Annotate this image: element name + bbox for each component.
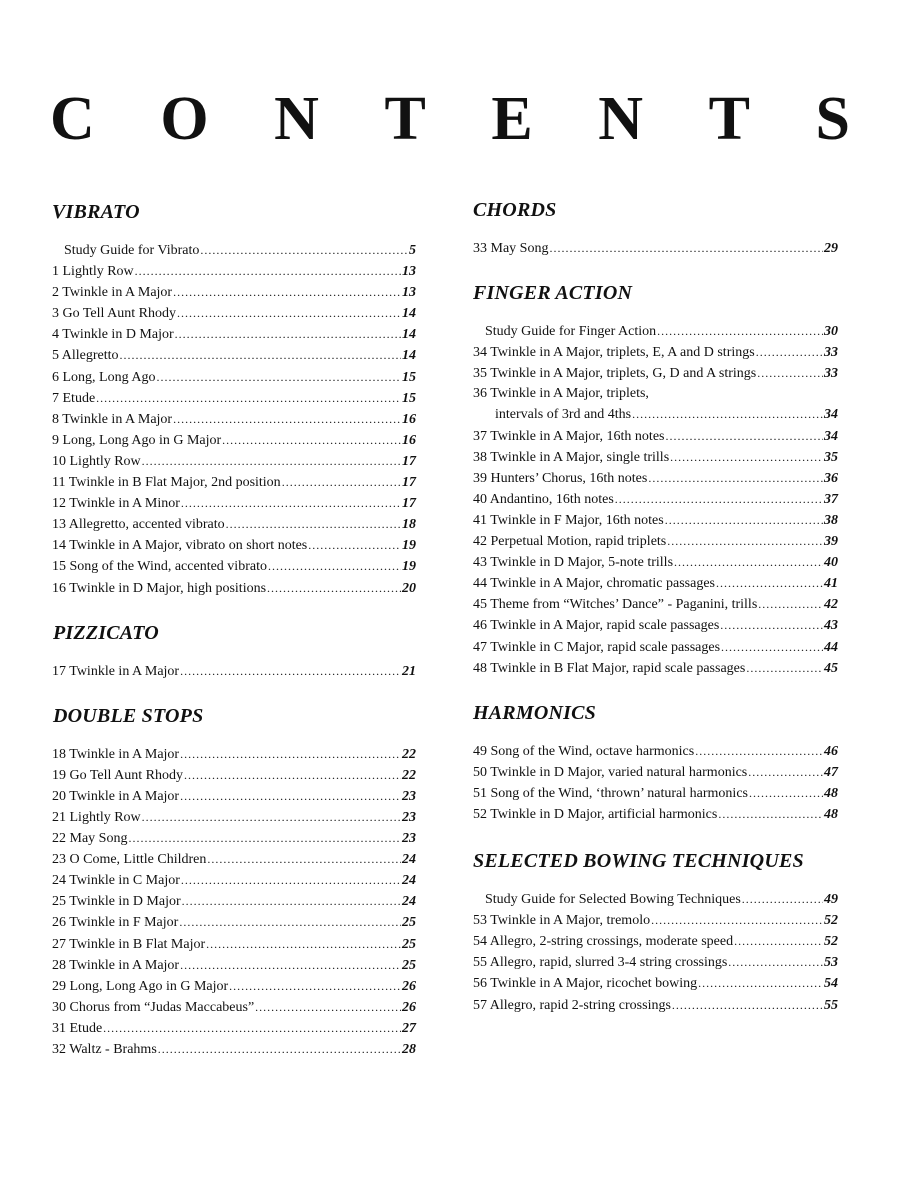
toc-entry xyxy=(52,430,416,451)
dot-leader xyxy=(103,1018,401,1038)
entry-list xyxy=(473,741,838,825)
entry-page-number: 33 xyxy=(824,366,838,382)
toc-entry xyxy=(52,367,416,388)
toc-entry xyxy=(473,552,838,573)
toc-entry xyxy=(52,976,416,997)
toc-entry xyxy=(473,573,838,594)
entry-page-number: 15 xyxy=(402,390,416,406)
entry-page-number: 29 xyxy=(824,241,838,256)
toc-entry xyxy=(52,451,416,472)
entry-page-number: 16 xyxy=(402,411,416,427)
entry-title: Study Guide for Finger Action xyxy=(485,324,657,340)
entry-title: 23 O Come, Little Children xyxy=(52,852,207,868)
dot-leader xyxy=(180,661,401,681)
toc-entry xyxy=(473,931,838,952)
dot-leader xyxy=(268,556,401,576)
entry-list xyxy=(473,238,838,259)
section-chords xyxy=(473,198,838,259)
entry-title: 8 Twinkle in A Major xyxy=(52,411,173,427)
entry-page-number: 26 xyxy=(402,978,416,994)
dot-leader xyxy=(648,468,823,488)
entry-title: 44 Twinkle in A Major, chromatic passages xyxy=(473,576,715,592)
entry-page-number: 37 xyxy=(824,491,838,507)
toc-entry xyxy=(473,342,838,363)
entry-page-number: 16 xyxy=(402,432,416,448)
entry-page-number: 54 xyxy=(824,976,838,992)
entry-page-number: 36 xyxy=(824,470,838,486)
entry-title: 30 Chorus from “Judas Maccabeus” xyxy=(52,999,255,1015)
dot-leader xyxy=(226,514,401,534)
dot-leader xyxy=(695,741,823,761)
entry-title: 39 Hunters’ Chorus, 16th notes xyxy=(473,470,648,486)
entry-page-number: 23 xyxy=(402,809,416,825)
section-heading: DOUBLE STOPS xyxy=(53,704,204,727)
dot-leader xyxy=(746,658,823,678)
entry-page-number: 19 xyxy=(402,559,416,575)
entry-page-number: 44 xyxy=(824,639,838,655)
dot-leader xyxy=(180,786,401,806)
toc-entry xyxy=(52,807,416,828)
entry-page-number: 34 xyxy=(824,428,838,444)
toc-entry xyxy=(52,786,416,807)
entry-title: 9 Long, Long Ago in G Major xyxy=(52,432,222,448)
entry-page-number: 15 xyxy=(402,369,416,385)
toc-entry xyxy=(52,535,416,556)
toc-entry xyxy=(473,531,838,552)
dot-leader xyxy=(222,430,401,450)
dot-leader xyxy=(667,531,823,551)
entry-title: 2 Twinkle in A Major xyxy=(52,285,173,301)
toc-entry xyxy=(473,447,838,468)
toc-entry xyxy=(52,828,416,849)
dot-leader xyxy=(716,573,823,593)
entry-page-number: 48 xyxy=(824,785,838,801)
entry-page-number: 13 xyxy=(402,264,416,280)
entry-title: 52 Twinkle in D Major, artificial harmonics xyxy=(473,806,718,822)
section-heading: SELECTED BOWING TECHNIQUES xyxy=(473,850,804,873)
title-letter: N xyxy=(274,85,319,153)
entry-page-number: 52 xyxy=(824,913,838,929)
dot-leader xyxy=(177,303,401,323)
toc-entry xyxy=(473,363,838,384)
dot-leader xyxy=(173,282,401,302)
toc-entry xyxy=(473,973,838,994)
entry-page-number: 24 xyxy=(402,894,416,910)
dot-leader xyxy=(180,744,401,764)
toc-entry xyxy=(52,240,416,261)
dot-leader xyxy=(757,363,823,383)
dot-leader xyxy=(657,321,823,341)
title-letter: T xyxy=(708,85,750,153)
entry-page-number: 18 xyxy=(402,517,416,533)
title-letter: O xyxy=(160,85,209,153)
entry-page-number: 25 xyxy=(402,957,416,973)
section-heading: PIZZICATO xyxy=(53,621,159,644)
entry-title: 4 Twinkle in D Major xyxy=(52,327,174,343)
toc-entry xyxy=(52,388,416,409)
entry-page-number: 22 xyxy=(402,746,416,762)
dot-leader xyxy=(120,345,402,365)
entry-page-number: 27 xyxy=(402,1020,416,1036)
entry-page-number: 14 xyxy=(402,327,416,343)
toc-entry xyxy=(52,870,416,891)
title-letter: T xyxy=(384,85,426,153)
dot-leader xyxy=(665,426,823,446)
toc-entry xyxy=(52,997,416,1018)
title-letter: N xyxy=(598,85,644,153)
entry-title: 3 Go Tell Aunt Rhody xyxy=(52,306,176,322)
entry-title: 31 Etude xyxy=(52,1020,103,1036)
toc-entry xyxy=(52,345,416,366)
entry-title: 29 Long, Long Ago in G Major xyxy=(52,978,229,994)
dot-leader xyxy=(181,493,401,513)
toc-entry xyxy=(473,910,838,931)
entry-list xyxy=(473,889,838,1016)
entry-page-number: 30 xyxy=(824,324,838,340)
entry-title: 36 Twinkle in A Major, triplets, xyxy=(473,386,649,402)
section-bowing-techniques xyxy=(473,849,838,1016)
entry-page-number: 20 xyxy=(402,580,416,596)
title-letter: E xyxy=(491,85,533,153)
dot-leader xyxy=(282,472,401,492)
entry-page-number: 17 xyxy=(402,475,416,491)
toc-entry xyxy=(473,995,838,1016)
dot-leader xyxy=(549,238,823,258)
dot-leader xyxy=(632,404,823,424)
section-finger-action xyxy=(473,281,838,679)
dot-leader xyxy=(665,510,823,530)
dot-leader xyxy=(156,367,401,387)
toc-entry xyxy=(473,510,838,531)
entry-title: 13 Allegretto, accented vibrato xyxy=(52,517,225,533)
toc-entry xyxy=(52,493,416,514)
dot-leader xyxy=(651,910,823,930)
toc-entry xyxy=(473,615,838,636)
dot-leader xyxy=(179,912,401,932)
entry-title: 7 Etude xyxy=(52,390,96,406)
dot-leader xyxy=(96,388,401,408)
dot-leader xyxy=(728,952,823,972)
title-letter: S xyxy=(815,85,850,153)
entry-page-number: 22 xyxy=(402,767,416,783)
toc-entry xyxy=(52,891,416,912)
toc-entry xyxy=(473,804,838,825)
entry-page-number: 23 xyxy=(402,788,416,804)
entry-page-number: 19 xyxy=(402,538,416,554)
toc-entry xyxy=(52,261,416,282)
entry-title: Study Guide for Vibrato xyxy=(64,243,200,258)
section-double-stops xyxy=(52,704,416,1060)
entry-title: 33 May Song xyxy=(473,241,549,256)
entry-page-number: 21 xyxy=(402,663,416,679)
entry-title: 6 Long, Long Ago xyxy=(52,369,156,385)
section-pizzicato xyxy=(52,621,416,682)
entry-page-number: 13 xyxy=(402,285,416,301)
dot-leader xyxy=(175,324,401,344)
toc-entry xyxy=(473,238,838,259)
entry-title: 1 Lightly Row xyxy=(52,264,134,280)
entry-title: 16 Twinkle in D Major, high positions xyxy=(52,580,267,596)
entry-page-number: 45 xyxy=(824,660,838,676)
entry-page-number: 24 xyxy=(402,873,416,889)
entry-page-number: 47 xyxy=(824,764,838,780)
dot-leader xyxy=(749,783,823,803)
toc-entry xyxy=(473,889,838,910)
toc-entry xyxy=(52,472,416,493)
entry-page-number: 5 xyxy=(409,243,416,258)
toc-entry xyxy=(473,952,838,973)
entry-page-number: 55 xyxy=(824,997,838,1013)
dot-leader xyxy=(698,973,823,993)
dot-leader xyxy=(756,342,823,362)
section-heading: FINGER ACTION xyxy=(473,282,633,305)
dot-leader xyxy=(180,955,401,975)
toc-entry xyxy=(52,1039,416,1060)
section-heading: VIBRATO xyxy=(52,201,140,223)
entry-list xyxy=(52,661,416,682)
toc-entry xyxy=(52,514,416,535)
entry-title: 43 Twinkle in D Major, 5-note trills xyxy=(473,555,674,571)
dot-leader xyxy=(758,594,823,614)
entry-title: 57 Allegro, rapid 2-string crossings xyxy=(473,997,671,1013)
entry-title: 14 Twinkle in A Major, vibrato on short notes xyxy=(52,538,308,554)
entry-page-number: 25 xyxy=(402,915,416,931)
dot-leader xyxy=(207,849,401,869)
entry-title: 11 Twinkle in B Flat Major, 2nd position xyxy=(52,475,281,491)
entry-page-number: 33 xyxy=(824,345,838,361)
entry-page-number: 17 xyxy=(402,496,416,512)
entry-title: intervals of 3rd and 4ths xyxy=(495,407,632,423)
dot-leader xyxy=(229,976,401,996)
toc-entry xyxy=(473,468,838,489)
dot-leader xyxy=(721,637,823,657)
dot-leader xyxy=(670,447,823,467)
left-column xyxy=(52,200,416,1060)
toc-entry xyxy=(52,744,416,765)
entry-page-number: 25 xyxy=(402,936,416,952)
toc-entry xyxy=(52,282,416,303)
entry-title: 42 Perpetual Motion, rapid triplets xyxy=(473,534,667,550)
toc-entry xyxy=(52,934,416,955)
entry-title: 38 Twinkle in A Major, single trills xyxy=(473,449,670,465)
entry-title: 24 Twinkle in C Major xyxy=(52,873,180,889)
toc-entry xyxy=(52,578,416,599)
entry-title: 48 Twinkle in B Flat Major, rapid scale passages xyxy=(473,660,746,676)
dot-leader xyxy=(182,891,401,911)
toc-entry xyxy=(473,762,838,783)
section-heading: CHORDS xyxy=(473,199,557,221)
toc-entry xyxy=(473,489,838,510)
dot-leader xyxy=(720,615,823,635)
entry-page-number: 42 xyxy=(824,597,838,613)
toc-entry xyxy=(52,765,416,786)
entry-title: 53 Twinkle in A Major, tremolo xyxy=(473,913,651,929)
dot-leader xyxy=(718,804,823,824)
toc-entry xyxy=(52,556,416,577)
entry-page-number: 14 xyxy=(402,348,416,364)
dot-leader xyxy=(742,889,823,909)
entry-list xyxy=(52,744,416,1060)
entry-title: 51 Song of the Wind, ‘thrown’ natural harmonics xyxy=(473,785,748,801)
entry-title: 41 Twinkle in F Major, 16th notes xyxy=(473,512,664,528)
entry-list xyxy=(52,240,416,599)
entry-page-number: 28 xyxy=(402,1042,416,1057)
dot-leader xyxy=(255,997,401,1017)
dot-leader xyxy=(135,261,401,281)
dot-leader xyxy=(128,828,401,848)
dot-leader xyxy=(184,765,401,785)
toc-entry xyxy=(473,321,838,342)
entry-page-number: 52 xyxy=(824,934,838,950)
toc-entry xyxy=(473,637,838,658)
entry-title: 37 Twinkle in A Major, 16th notes xyxy=(473,428,665,444)
entry-title: 22 May Song xyxy=(52,831,128,847)
entry-title: 35 Twinkle in A Major, triplets, G, D and A strings xyxy=(473,366,757,382)
dot-leader xyxy=(308,535,401,555)
dot-leader xyxy=(158,1039,401,1059)
dot-leader xyxy=(748,762,823,782)
entry-title: 18 Twinkle in A Major xyxy=(52,746,180,762)
entry-list xyxy=(473,321,838,679)
entry-title: 20 Twinkle in A Major xyxy=(52,788,180,804)
entry-title: 46 Twinkle in A Major, rapid scale passages xyxy=(473,618,720,634)
entry-title: 12 Twinkle in A Minor xyxy=(52,496,180,512)
dot-leader xyxy=(615,489,823,509)
entry-title: 26 Twinkle in F Major xyxy=(52,915,179,931)
toc-entry xyxy=(473,384,838,404)
toc-entry xyxy=(52,1018,416,1039)
toc-entry xyxy=(473,426,838,447)
entry-title: 17 Twinkle in A Major xyxy=(52,663,180,679)
toc-entry xyxy=(473,658,838,679)
dot-leader xyxy=(200,240,408,260)
entry-page-number: 43 xyxy=(824,618,838,634)
entry-page-number: 35 xyxy=(824,449,838,465)
entry-page-number: 41 xyxy=(824,576,838,592)
dot-leader xyxy=(181,870,401,890)
entry-title: 55 Allegro, rapid, slurred 3-4 string crossings xyxy=(473,955,728,971)
entry-title: 45 Theme from “Witches’ Dance” - Paganini, trills xyxy=(473,597,758,613)
entry-title: 15 Song of the Wind, accented vibrato xyxy=(52,559,267,575)
entry-title: 5 Allegretto xyxy=(52,348,119,364)
entry-title: Study Guide for Selected Bowing Techniques xyxy=(485,892,741,908)
section-vibrato xyxy=(52,200,416,599)
toc-entry xyxy=(52,912,416,933)
section-heading: HARMONICS xyxy=(473,701,596,724)
entry-title: 21 Lightly Row xyxy=(52,809,141,825)
entry-page-number: 17 xyxy=(402,453,416,469)
entry-page-number: 53 xyxy=(824,955,838,971)
entry-title: 34 Twinkle in A Major, triplets, E, A and D strings xyxy=(473,345,755,361)
dot-leader xyxy=(734,931,823,951)
toc-entry xyxy=(52,324,416,345)
toc-entry xyxy=(52,849,416,870)
page-title xyxy=(50,85,850,153)
entry-page-number: 39 xyxy=(824,534,838,550)
entry-page-number: 34 xyxy=(824,407,838,423)
right-column xyxy=(473,198,838,1016)
entry-title: 27 Twinkle in B Flat Major xyxy=(52,936,206,952)
entry-page-number: 49 xyxy=(824,892,838,908)
toc-entry xyxy=(473,741,838,762)
entry-page-number: 38 xyxy=(824,512,838,528)
dot-leader xyxy=(267,578,401,598)
section-harmonics xyxy=(473,701,838,825)
toc-entry xyxy=(473,783,838,804)
title-letter: C xyxy=(50,85,95,153)
entry-page-number: 40 xyxy=(824,555,838,571)
entry-title: 56 Twinkle in A Major, ricochet bowing xyxy=(473,976,698,992)
toc-entry xyxy=(52,409,416,430)
entry-title: 49 Song of the Wind, octave harmonics xyxy=(473,743,695,759)
entry-page-number: 48 xyxy=(824,806,838,822)
dot-leader xyxy=(142,807,401,827)
entry-title: 50 Twinkle in D Major, varied natural harmonics xyxy=(473,764,748,780)
toc-entry xyxy=(473,404,838,425)
dot-leader xyxy=(206,934,401,954)
dot-leader xyxy=(173,409,401,429)
entry-page-number: 14 xyxy=(402,306,416,322)
entry-title: 28 Twinkle in A Major xyxy=(52,957,180,973)
toc-entry xyxy=(473,594,838,615)
entry-title: 54 Allegro, 2-string crossings, moderate speed xyxy=(473,934,734,950)
entry-title: 10 Lightly Row xyxy=(52,453,141,469)
entry-page-number: 26 xyxy=(402,999,416,1015)
entry-title: 40 Andantino, 16th notes xyxy=(473,491,614,507)
toc-entry xyxy=(52,955,416,976)
entry-title: 19 Go Tell Aunt Rhody xyxy=(52,767,183,783)
toc-entry xyxy=(52,303,416,324)
dot-leader xyxy=(672,995,823,1015)
entry-page-number: 24 xyxy=(402,852,416,868)
dot-leader xyxy=(142,451,401,471)
entry-page-number: 23 xyxy=(402,831,416,847)
dot-leader xyxy=(674,552,823,572)
entry-page-number: 46 xyxy=(824,743,838,759)
toc-entry xyxy=(52,661,416,682)
entry-title: 47 Twinkle in C Major, rapid scale passages xyxy=(473,639,721,655)
entry-title: 32 Waltz - Brahms xyxy=(52,1042,157,1057)
entry-title: 25 Twinkle in D Major xyxy=(52,894,181,910)
